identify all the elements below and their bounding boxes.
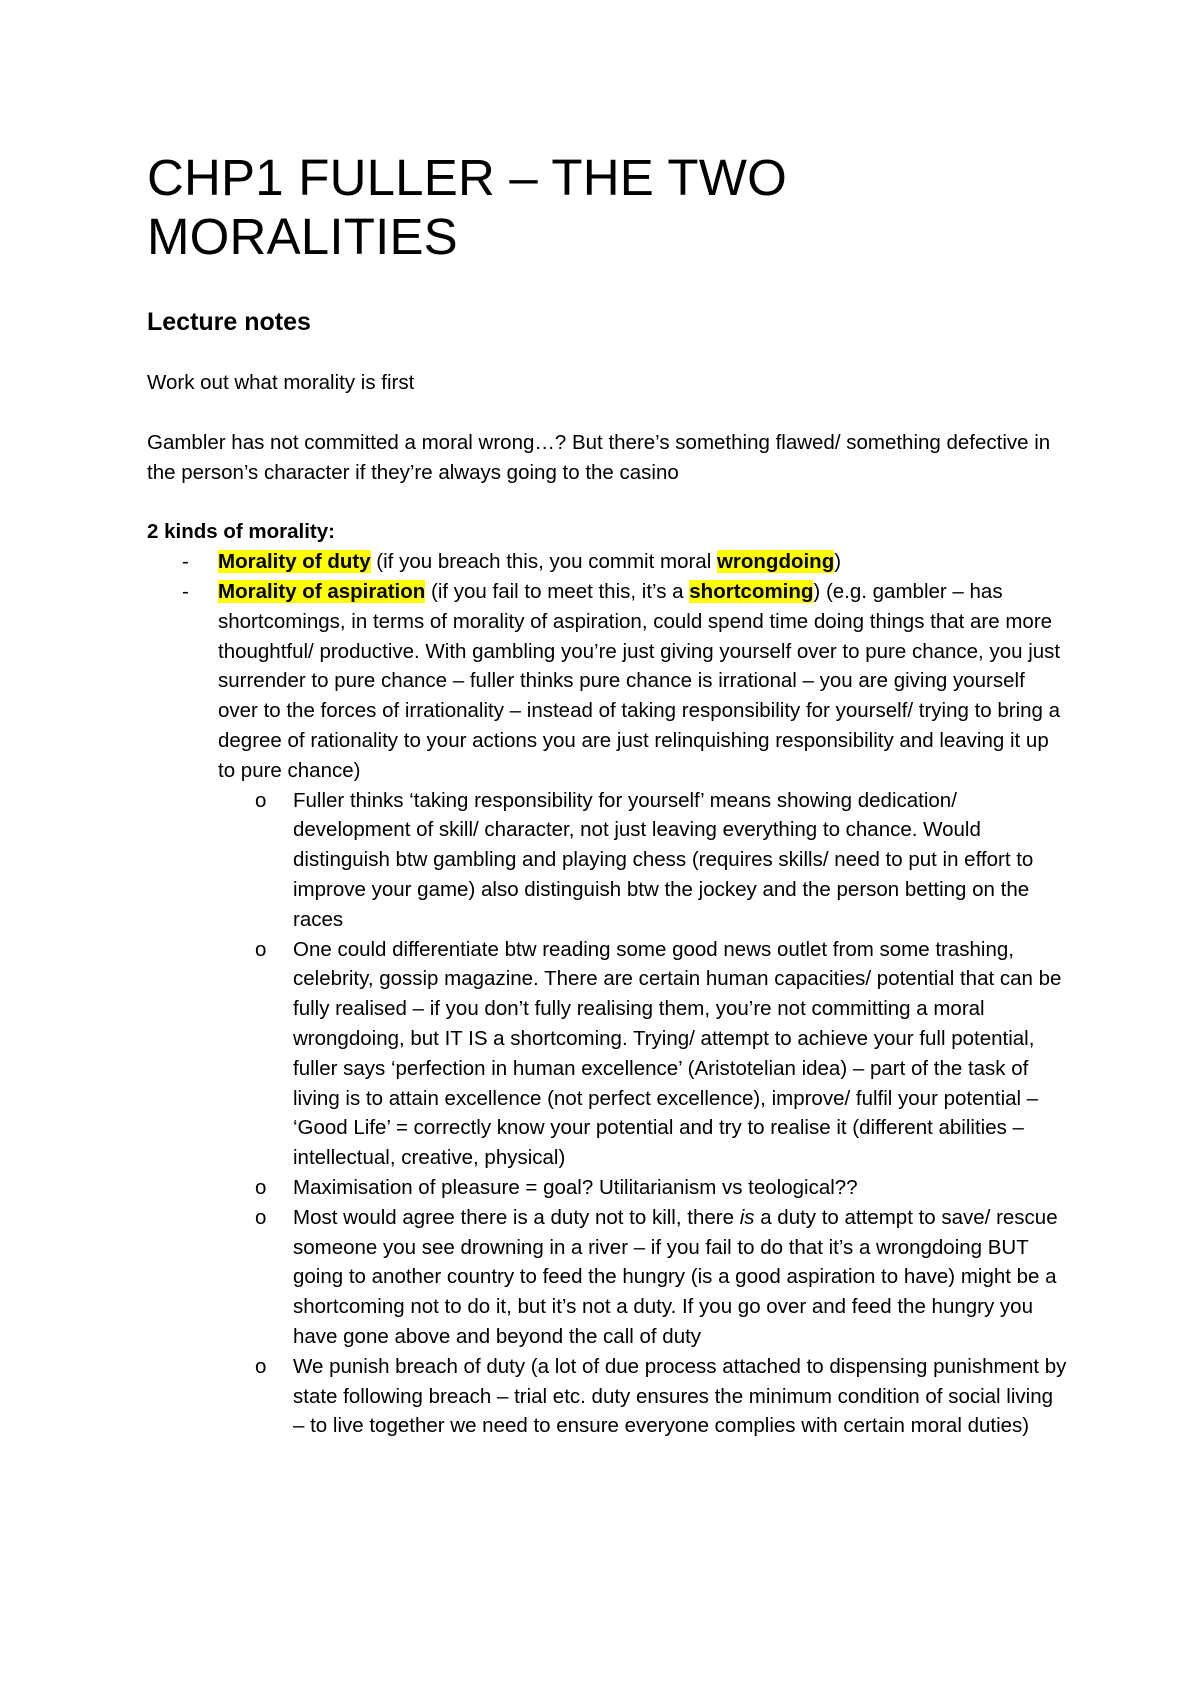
- sub-list-item: [147, 1203, 1067, 1352]
- highlight-wrongdoing: wrongdoing: [716, 550, 835, 574]
- emphasis-text: is: [739, 1205, 755, 1229]
- morality-list: [147, 547, 1067, 785]
- sub-list-item: o Fuller thinks ‘taking responsibility for yourself’ means showing dedication/ development of skill/ character, not just leaving everything to chance. Would distinguish btw gambling and playing chess (requires skills/ need to put in effort to improve your game) also distinguish btw the jockey and the person betting on the races: [147, 786, 1067, 935]
- sub-list-item: o One could differentiate btw reading some good news outlet from some trashing, celebrity, gossip magazine. There are certain human capacities/ potential that can be fully realised – if you don’t fully realising them, you’re not committing a moral wrongdoing, but IT IS a shortcoming. Trying/ attempt to achieve your full potential, fuller says ‘perfection in human excellence’ (Aristotelian idea) – part of the task of living is to attain excellence (not perfect excellence), improve/ fulfil your potential – ‘Good Life’ = correctly know your potential and try to realise it (different abilities – intellectual, creative, physical): [147, 935, 1067, 1173]
- sub-list-item: o We punish breach of duty (a lot of due process attached to dispensing punishment by state following breach – trial etc. duty ensures the minimum condition of social living – to live together we need to ensure everyone complies with certain moral duties): [147, 1352, 1067, 1441]
- sub-list-item: o Maximisation of pleasure = goal? Utilitarianism vs teological??: [147, 1173, 1067, 1203]
- sub-list-text: a duty to attempt to save/ rescue someone you see drowning in a river – if you fail to do that it’s a wrongdoing BUT going to another country to feed the hungry (is a good aspiration to have) might be a shortcoming not to do it, but it’s not a duty. If you go over and feed the hungry you have gone above and beyond the call of duty: [293, 1205, 1058, 1348]
- list-item-text: ) (e.g. gambler – has shortcomings, in terms of morality of aspiration, could spend time doing things that are more thoughtful/ productive. With gambling you’re just giving yourself over to pure chance, you just surrender to pure chance – fuller thinks pure chance is irrational – you are giving yourself over to the forces of irrationality – instead of taking responsibility for yourself/ trying to bring a degree of rationality to your actions you are just relinquishing responsibility and leaving it up to pure chance): [218, 579, 1061, 782]
- list-item-duty: [147, 547, 1067, 577]
- sub-list: [147, 786, 1067, 1442]
- section-heading: Lecture notes: [147, 308, 311, 336]
- list-item-text: (if you breach this, you commit moral: [370, 550, 717, 574]
- list-heading: 2 kinds of morality:: [147, 520, 335, 544]
- list-item-text: (if you fail to meet this, it’s a: [425, 579, 690, 603]
- paragraph: Work out what morality is first: [147, 371, 415, 394]
- highlight-shortcoming: shortcoming: [689, 579, 814, 603]
- list-item-text: ): [834, 550, 842, 574]
- sub-list-text: Most would agree there is a duty not to kill, there: [293, 1205, 740, 1229]
- highlight-morality-of-duty: Morality of duty: [218, 550, 371, 574]
- highlight-morality-of-aspiration: Morality of aspiration: [218, 579, 426, 603]
- document-title: CHP1 FULLER – THE TWO MORALITIES: [147, 149, 787, 265]
- list-item-aspiration: [147, 577, 1067, 786]
- document-content: [147, 148, 1067, 1441]
- paragraph: Gambler has not committed a moral wrong…? But there’s something flawed/ something defective in the person’s character if they’re always going to the casino: [147, 430, 1051, 484]
